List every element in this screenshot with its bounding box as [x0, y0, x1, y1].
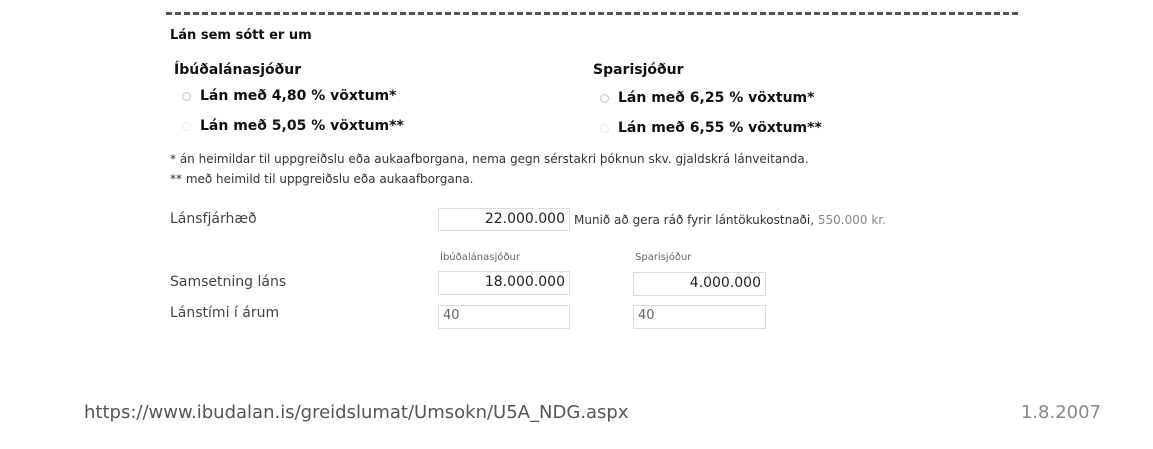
loan-cost-amount: 550.000 kr. — [817, 213, 886, 227]
option-label: Lán með 4,80 % vöxtum* — [200, 88, 397, 104]
footnote-with-prepayment: ** með heimild til uppgreiðslu eða aukaafborgana. — [170, 172, 474, 186]
composition-head-ils: Íbúðalánasjóður — [440, 252, 520, 263]
composition-label: Samsetning láns — [170, 274, 287, 290]
option-label: Lán með 6,55 % vöxtum** — [618, 120, 822, 136]
option-label: Lán með 6,25 % vöxtum* — [618, 90, 815, 106]
radio-option-spar-655[interactable] — [600, 120, 822, 136]
dashed-separator — [166, 12, 1018, 15]
composition-sparisjodur-input[interactable]: 4.000.000 — [633, 272, 766, 296]
radio-option-spar-625[interactable] — [600, 90, 814, 106]
loan-amount-input[interactable]: 22.000.000 — [438, 208, 570, 231]
lender-title-sparisjodur: Sparisjóður — [593, 62, 684, 78]
radio-circle-icon[interactable] — [600, 94, 609, 103]
loan-term-ils-input[interactable]: 40 — [438, 305, 570, 329]
footnote-no-prepayment: * án heimildar til uppgreiðslu eða aukaafborgana, nema gegn sérstakri þóknun skv. gjaldskrá lánveitanda. — [170, 152, 809, 166]
section-title: Lán sem sótt er um — [170, 28, 312, 43]
lender-title-ibudalanasjodur: Íbúðalánasjóður — [174, 62, 302, 78]
radio-option-ils-505[interactable] — [182, 118, 404, 134]
composition-ils-input[interactable]: 18.000.000 — [438, 271, 570, 295]
loan-cost-hint-text: Munið að gera ráð fyrir lántökukostnaði, — [574, 213, 815, 227]
radio-circle-icon[interactable] — [182, 122, 191, 131]
loan-amount-label: Lánsfjárhæð — [170, 211, 257, 227]
loan-term-sparisjodur-input[interactable]: 40 — [633, 305, 766, 329]
loan-cost-hint — [574, 213, 886, 227]
composition-head-sparisjodur: Sparisjóður — [635, 252, 692, 263]
option-label: Lán með 5,05 % vöxtum** — [200, 118, 404, 134]
radio-circle-icon[interactable] — [600, 124, 609, 133]
page-url: https://www.ibudalan.is/greidslumat/Umsokn/U5A_NDG.aspx — [84, 402, 629, 423]
loan-term-label: Lánstími í árum — [170, 305, 280, 321]
radio-option-ils-480[interactable] — [182, 88, 396, 104]
radio-circle-icon[interactable] — [182, 92, 191, 101]
print-date: 1.8.2007 — [1020, 402, 1101, 423]
